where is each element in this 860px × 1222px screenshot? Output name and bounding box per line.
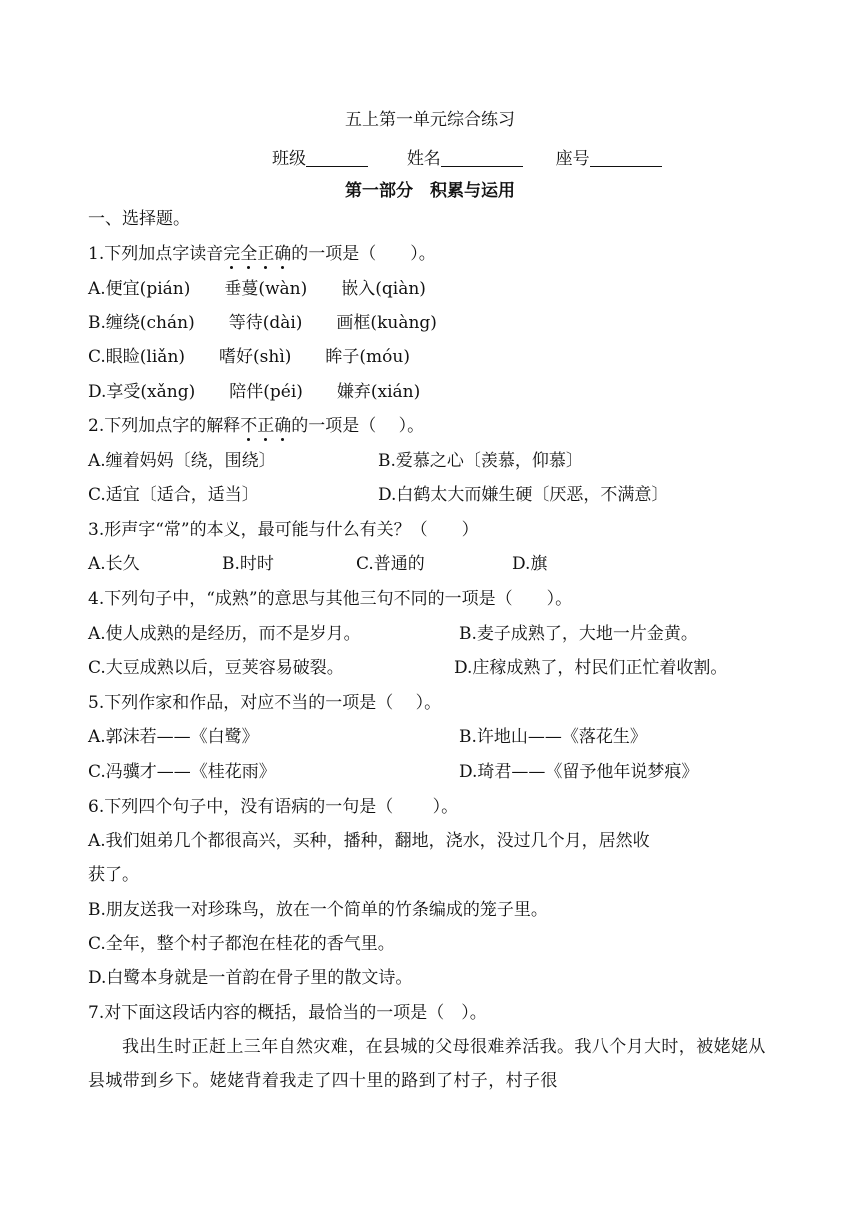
q6-option-c: C.全年，整个村子都泡在桂花的香气里。 xyxy=(88,934,395,954)
q5-option-b: B.许地山——《落花生》 xyxy=(459,727,647,747)
q1-option-c: C.眼睑(liǎn) 嗜好(shì) 眸子(móu) xyxy=(88,347,410,367)
q4-option-d: D.庄稼成熟了，村民们正忙着收割。 xyxy=(454,658,728,678)
section-heading: 第一部分 积累与运用 xyxy=(345,181,515,201)
class-label: 班级 xyxy=(272,149,306,169)
q1-option-b: B.缠绕(chán) 等待(dài) 画框(kuàng) xyxy=(88,313,437,333)
q7-passage: 我出生时正赶上三年自然灾难，在县城的父母很难养活我。我八个月大时，被姥姥从县城带到乡下。姥姥背着我走了四十里的路到了村子，村子很 xyxy=(88,1037,766,1091)
seat-label: 座号 xyxy=(555,149,590,169)
q4-option-c: C.大豆成熟以后，豆荚容易破裂。 xyxy=(88,658,344,678)
q6-option-d: D.白鹭本身就是一首韵在骨子里的散文诗。 xyxy=(88,968,413,988)
q1-option-d: D.享受(xǎng) 陪伴(péi) 嫌弃(xián) xyxy=(88,382,421,402)
name-blank xyxy=(441,150,523,167)
q1-stem-pre: 1.下列加点字读音 xyxy=(88,244,224,264)
part-heading: 一、选择题。 xyxy=(88,209,190,229)
emphasis-char: 不 xyxy=(240,416,258,436)
question-2-stem xyxy=(88,418,424,435)
q3-option-a: A.长久 xyxy=(88,554,140,574)
q2-option-b: B.爱慕之心〔羡慕，仰慕〕 xyxy=(378,451,583,471)
question-5-stem: 5.下列作家和作品，对应不当的一项是（ ）。 xyxy=(88,693,442,713)
q1-stem-post: 的一项是（ ）。 xyxy=(291,244,436,264)
emphasis-char: 正 xyxy=(257,244,275,264)
q1-option-a: A.便宜(pián) 垂蔓(wàn) 嵌入(qiàn) xyxy=(88,279,426,299)
emphasis-char: 确 xyxy=(274,416,292,436)
q2-stem-dotted xyxy=(240,416,291,436)
seat-blank xyxy=(590,150,662,167)
question-3-stem: 3.形声字“常”的本义，最可能与什么有关？（ ） xyxy=(88,520,479,540)
name-label: 姓名 xyxy=(406,149,441,169)
question-6-stem: 6.下列四个句子中，没有语病的一句是（ ）。 xyxy=(88,797,459,817)
page-title: 五上第一单元综合练习 xyxy=(345,110,515,130)
q1-stem-dotted xyxy=(223,244,291,264)
q4-option-a: A.使人成熟的是经历，而不是岁月。 xyxy=(88,624,361,644)
q3-option-d: D.旗 xyxy=(512,554,548,574)
q2-stem-post: 的一项是（ ）。 xyxy=(291,416,425,436)
question-1-stem xyxy=(88,246,436,263)
q6-option-b: B.朋友送我一对珍珠鸟，放在一个简单的竹条编成的笼子里。 xyxy=(88,900,548,920)
q3-option-b: B.时时 xyxy=(222,554,274,574)
student-info xyxy=(272,144,662,169)
q2-option-d: D.白鹤太大而嫌生硬〔厌恶，不满意〕 xyxy=(378,485,669,505)
emphasis-char: 正 xyxy=(257,416,275,436)
question-4-stem: 4.下列句子中，“成熟”的意思与其他三句不同的一项是（ ）。 xyxy=(88,589,573,609)
q3-option-c: C.普通的 xyxy=(356,554,425,574)
q2-stem-pre: 2.下列加点字的解释 xyxy=(88,416,241,436)
q5-option-a: A.郭沫若——《白鹭》 xyxy=(88,727,259,747)
q2-option-c: C.适宜〔适合，适当〕 xyxy=(88,485,259,505)
q6-option-a-line1: A.我们姐弟几个都很高兴，买种，播种，翻地，浇水，没过几个月，居然收 xyxy=(88,831,650,851)
q2-option-a: A.缠着妈妈〔绕，围绕〕 xyxy=(88,451,276,471)
emphasis-char: 完 xyxy=(223,244,241,264)
emphasis-char: 确 xyxy=(274,244,292,264)
q4-option-b: B.麦子成熟了，大地一片金黄。 xyxy=(459,624,698,644)
question-7-stem: 7.对下面这段话内容的概括，最恰当的一项是（ ）。 xyxy=(88,1003,487,1023)
emphasis-char: 全 xyxy=(240,244,258,264)
class-blank xyxy=(306,150,368,167)
q5-option-c: C.冯骥才——《桂花雨》 xyxy=(88,762,276,782)
q5-option-d: D.琦君——《留予他年说梦痕》 xyxy=(459,762,699,782)
q6-option-a-line2: 获了。 xyxy=(88,865,139,885)
